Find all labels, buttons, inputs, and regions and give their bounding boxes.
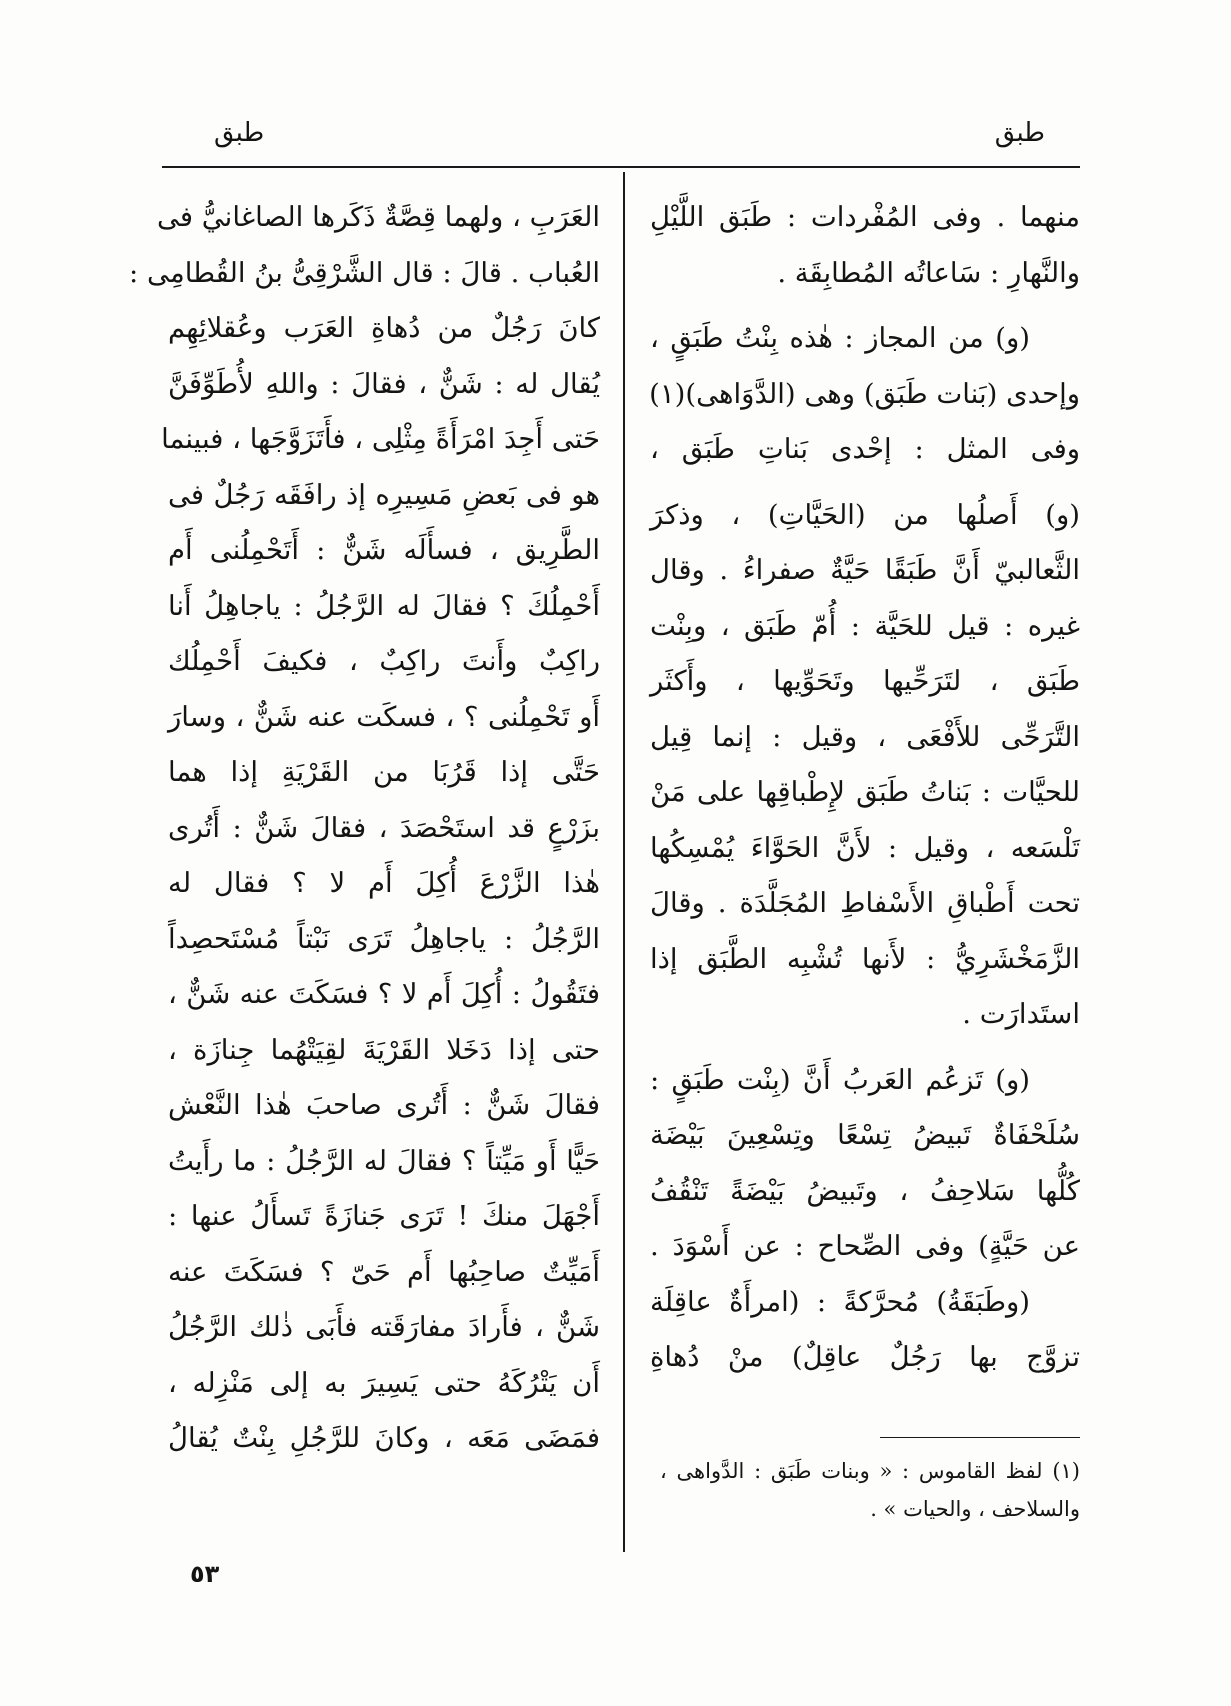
- text-line: أَجْهَلَ منكَ ! تَرَى جَنازَةً تَسأَلُ عنها :: [168, 1200, 600, 1232]
- text-line: العَرَبِ ، ولهما قِصَّةٌ ذَكَرها الصاغانيُّ فى: [156, 201, 600, 233]
- text-line: كانَ رَجُلٌ من دُهاةِ العَرَب وعُقلائِهِم: [168, 312, 600, 344]
- text-line: (وطَبَقَةُ) مُحرَّكةً : (امرأَةٌ عاقِلَة: [650, 1285, 1030, 1318]
- paragraph-gap: [650, 301, 1080, 311]
- text-line: أَو تَحْمِلُنى ؟ ، فسكَت عنه شَنٌّ ، وسارَ: [168, 700, 600, 733]
- text-line: استَدارَت .: [962, 998, 1080, 1030]
- text-line: تَلْسَعه ، وقيل : لأَنَّ الحَوَّاءَ يُمْسِكُها: [650, 831, 1080, 864]
- paragraph-gap: [650, 1043, 1080, 1053]
- footnotes: [660, 1452, 1080, 1528]
- text-line: حَتَّى إذا قَرُبَا من القَرْيَةِ إذا هما: [168, 756, 600, 788]
- text-line: وإحدى (بَنات طَبَق) وهى (الدَّوَاهى)(١): [649, 377, 1080, 410]
- text-line: للحيَّات : بَناتُ طَبَق لإِطْباقِها على مَنْ: [650, 776, 1080, 808]
- header-rule: [162, 166, 1080, 168]
- text-line: كُلُّها سَلاحِفُ ، وتَبيضُ بَيْضَةً تَنْقُفُ: [650, 1174, 1080, 1207]
- text-line: عن حَيَّةٍ) وفى الصِّحاح : عن أَسْوَدَ .: [650, 1230, 1080, 1262]
- text-line: (و) تَزعُم العَربُ أَنَّ (بِنْت طَبَقٍ :: [650, 1063, 1030, 1096]
- column-divider: [623, 172, 625, 1552]
- text-line: فمَضَى مَعَه ، وكانَ للرَّجُلِ بِنْتٌ يُقالُ: [168, 1422, 600, 1454]
- text-line: حتى إذا دَخَلا القَرْيَةَ لقِيَتْهُما جِنازَة ،: [168, 1033, 600, 1066]
- text-line: تزوَّج بها رَجُلٌ عاقِلٌ) منْ دُهاةِ: [650, 1341, 1080, 1373]
- text-line: يُقال له : شَنٌّ ، فقالَ : واللهِ لأُطَوِّفَنَّ: [168, 367, 600, 400]
- left-text-column: [129, 190, 600, 1467]
- footnote-rule: [880, 1437, 1080, 1438]
- text-line: أَحْمِلُكَ ؟ فقالَ له الرَّجُلُ : ياجاهِلُ أَنا: [168, 589, 600, 622]
- running-head-right: طبق: [994, 118, 1045, 148]
- text-line: الزَّمَخْشَرِيُّ : لأَنها تُشْبِه الطَّبَق إذا: [650, 942, 1080, 975]
- text-line: التَّرَحِّى للأَفْعَى ، وقيل : إنما قِيل: [650, 720, 1080, 753]
- running-head-left: طبق: [214, 118, 265, 148]
- text-line: تحت أَطْباقِ الأَسْفاطِ المُجَلَّدَة . وقالَ: [650, 887, 1080, 919]
- text-line: حَتى أَجِدَ امْرَأَةً مِثْلِى ، فأَتَزَوَّجَها ، فبينما: [161, 423, 600, 455]
- text-line: سُلَحْفَاةٌ تَبيضُ تِسْعًا وتِسْعِينَ بَيْضَة: [650, 1119, 1080, 1151]
- text-line: وفى المثل : إحْدى بَناتِ طَبَق ،: [650, 433, 1080, 465]
- text-line: والنَّهارِ : سَاعاتُه المُطابِقَة .: [777, 256, 1080, 289]
- paragraph-gap: [650, 478, 1080, 488]
- text-line: غيره : قيل للحَيَّة : أُمّ طَبَق ، وبِنْت: [650, 609, 1080, 642]
- text-line: أَمَيِّتٌ صاحِبُها أَم حَىّ ؟ فسَكَتَ عنه: [168, 1255, 600, 1288]
- footnote-line: والسلاحف ، والحيات » .: [870, 1497, 1080, 1521]
- text-line: منهما . وفى المُفْردات : طَبَق اللَّيْلِ: [650, 201, 1080, 233]
- text-line: الرَّجُلُ : ياجاهِلُ تَرَى نَبْتاً مُسْتَحصِداً: [168, 922, 600, 955]
- footnote-line: (١) لفظ القاموس : « وبنات طَبَق : الدَّواهى ،: [660, 1459, 1080, 1483]
- text-line: (و) من المجاز : هٰذه بِنْتُ طَبَقٍ ،: [650, 322, 1030, 354]
- text-line: فتَقُولُ : أُكِلَ أَم لا ؟ فسَكَتَ عنه شَنٌّ ،: [168, 978, 600, 1010]
- text-line: شَنٌّ ، فأَرادَ مفارَقَته فأَبَى ذٰلك الرَّجُلُ: [168, 1311, 600, 1343]
- text-line: الطَّرِيق ، فسأَلَه شَنٌّ : أَتَحْمِلُنى أَم: [168, 534, 600, 566]
- text-line: العُباب . قالَ : قال الشَّرْقِىُّ بنُ القُطامِى :: [129, 256, 600, 289]
- text-line: هو فى بَعضِ مَسِيرِه إذ رافَقَه رَجُلٌ فى: [168, 478, 600, 511]
- text-line: (و) أَصلُها من (الحَيَّاتِ) ، وذكرَ: [650, 498, 1080, 531]
- text-line: هٰذا الزَّرْعَ أُكِلَ أَم لا ؟ فقال له: [168, 867, 600, 899]
- text-line: راكِبٌ وأَنتَ راكِبٌ ، فكيفَ أَحْمِلُك: [168, 645, 600, 677]
- text-line: بزَرْعٍ قد استَحْصَدَ ، فقالَ شَنٌّ : أَتُرى: [168, 811, 600, 844]
- text-line: الثَّعالبيّ أَنَّ طَبَقًا حَيَّةٌ صفراءُ . وقال: [650, 554, 1080, 586]
- text-line: طَبَق ، لتَرَحِّيها وتَحَوِّيها ، وأَكثَر: [650, 665, 1080, 697]
- page-number: ٥٣: [190, 1560, 220, 1588]
- text-line: أَن يَتْرُكَهُ حتى يَسِيرَ به إلى مَنْزِله ،: [168, 1366, 600, 1399]
- right-text-column: [650, 190, 1080, 1386]
- text-line: فقالَ شَنٌّ : أَتُرى صاحبَ هٰذا النَّعْش: [168, 1089, 600, 1121]
- text-line: حَيًّا أَو مَيِّتاً ؟ فقالَ له الرَّجُلُ : ما رأَيتُ: [168, 1144, 600, 1177]
